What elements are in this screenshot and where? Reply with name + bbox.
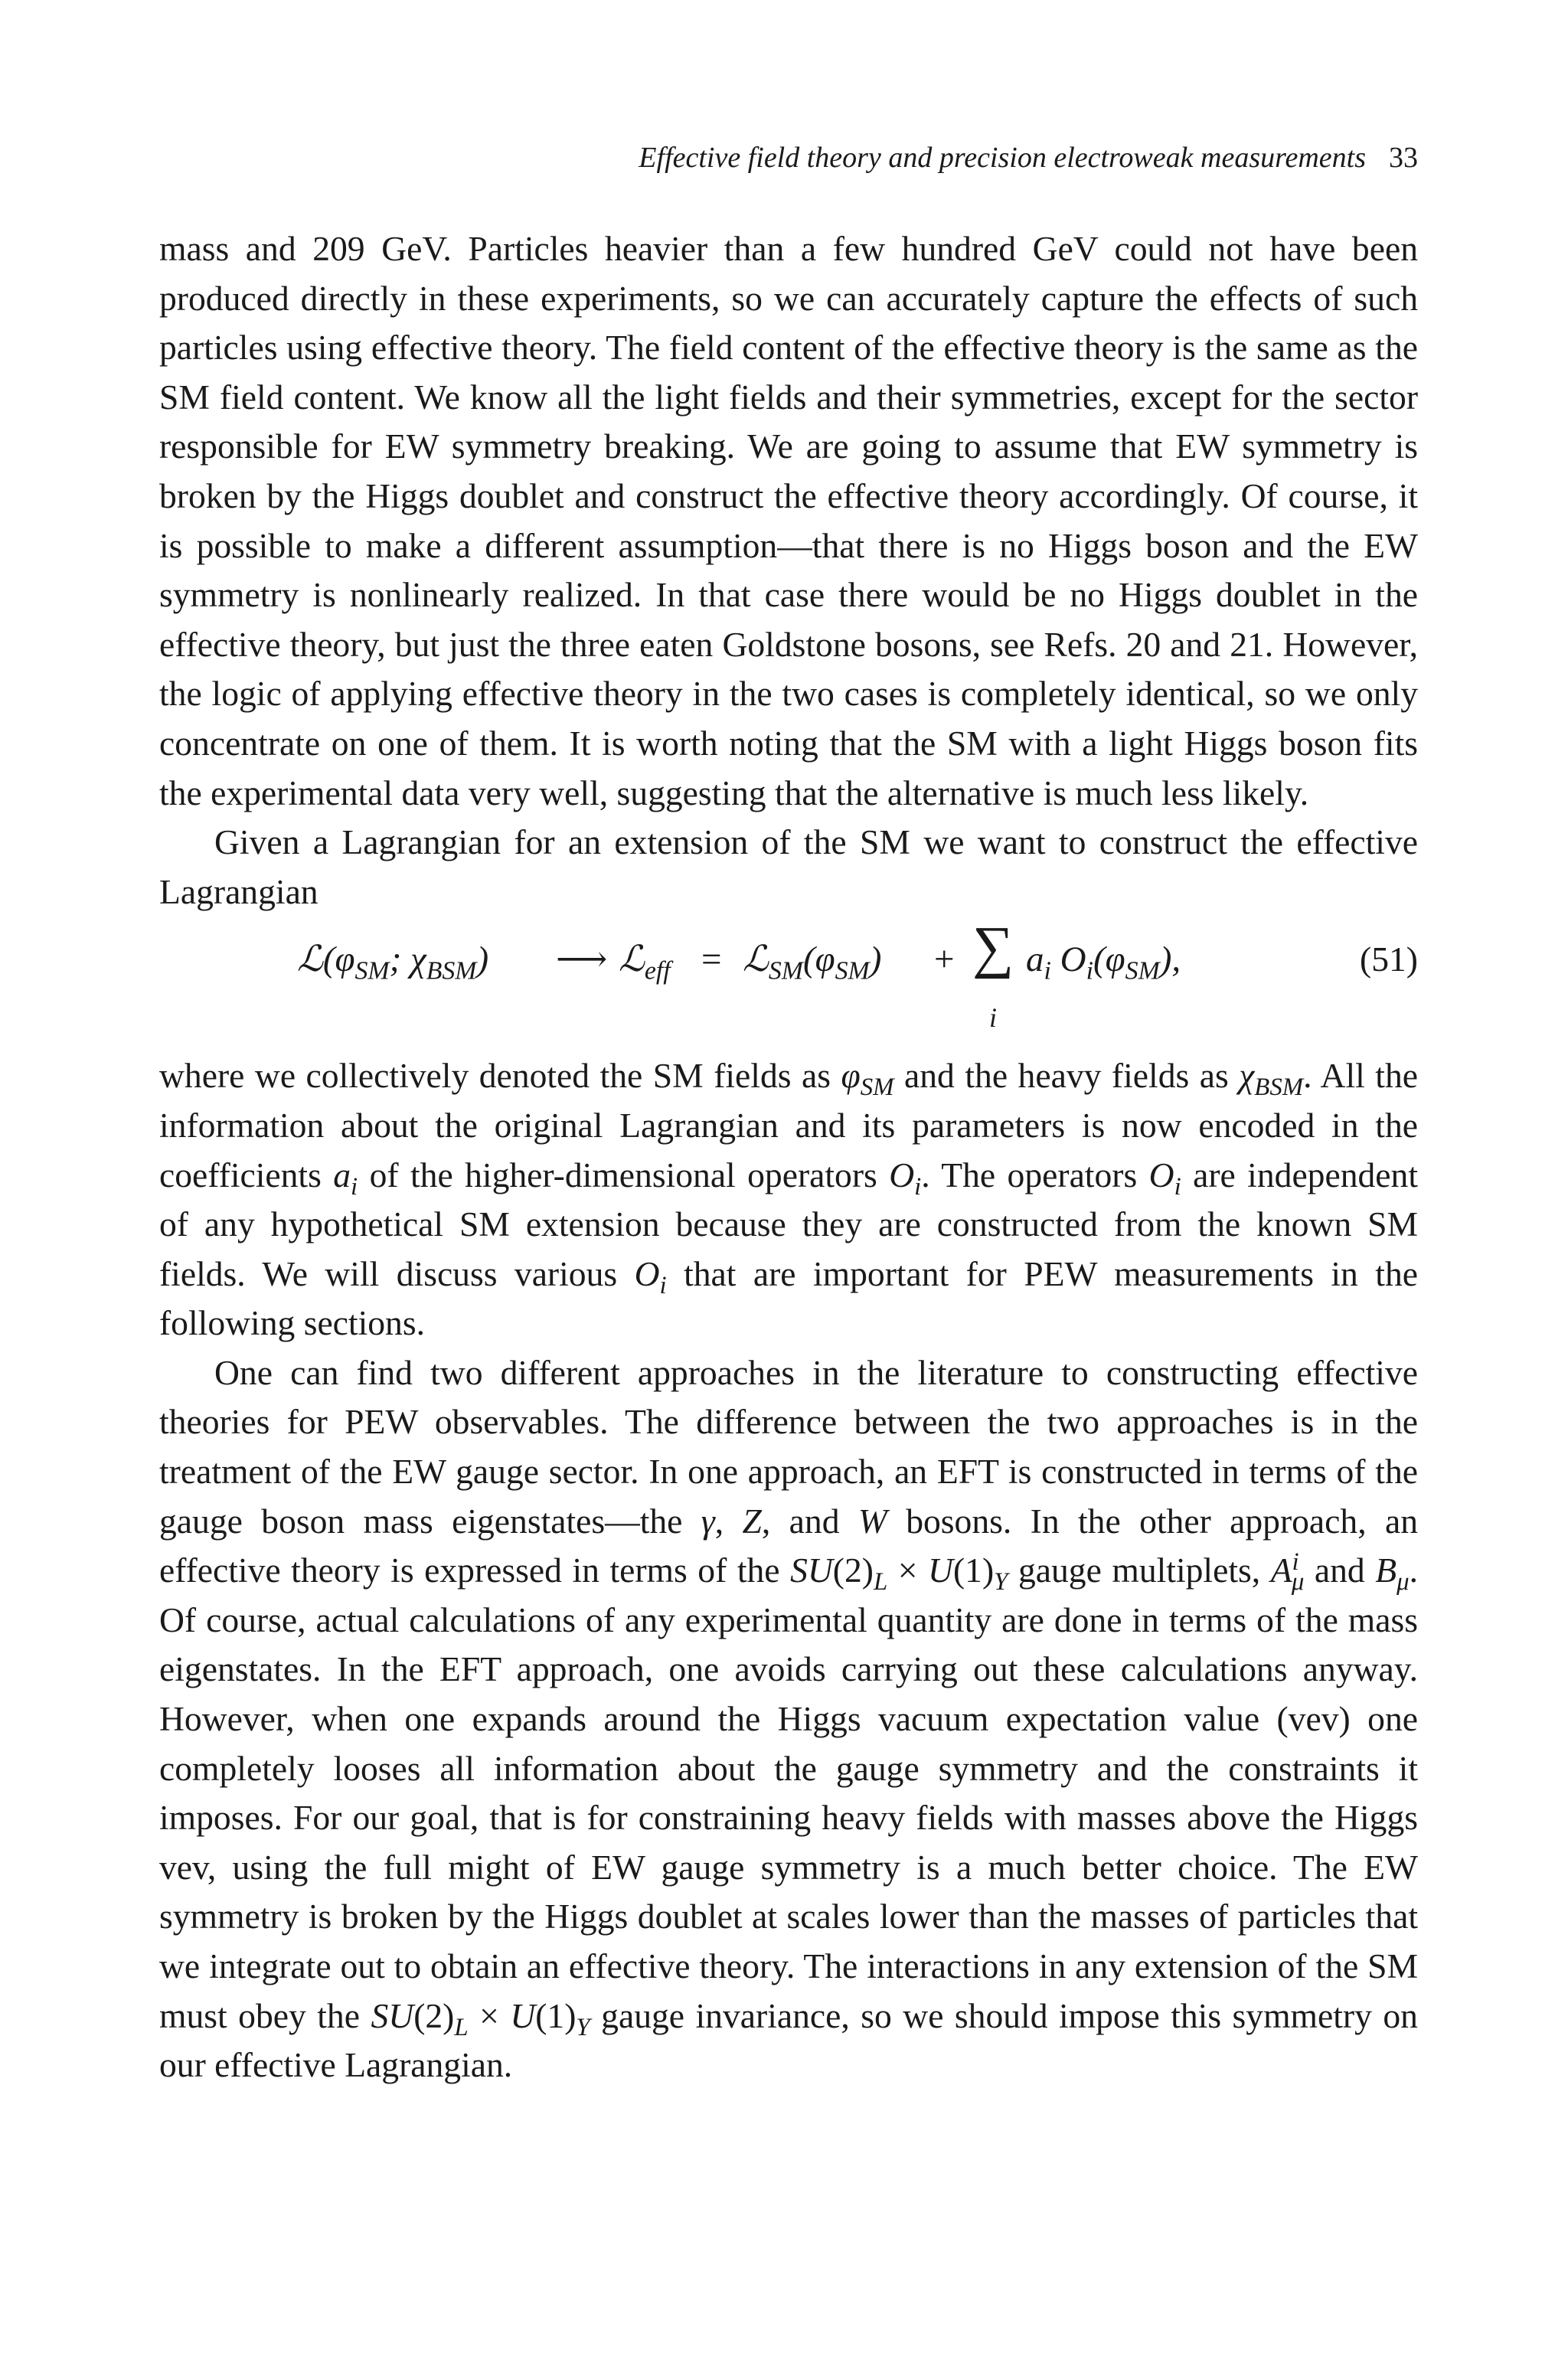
o-glyph: O	[889, 1155, 915, 1194]
two-glyph: (2)	[832, 1551, 874, 1590]
one-glyph: (1)	[952, 1551, 995, 1590]
p3-text-2: and the heavy fields as	[893, 1056, 1240, 1096]
p4-text-5: gauge multiplets,	[1008, 1551, 1271, 1590]
o-sub: i	[1174, 1172, 1181, 1201]
su-glyph: SU	[790, 1551, 833, 1590]
p3-text-7: that are important for PEW measurements in the following sections.	[159, 1253, 1418, 1343]
operator-symbol	[889, 1155, 922, 1201]
two-glyph: (2)	[413, 1995, 455, 2035]
sm-arg: (φ	[802, 940, 835, 980]
u-glyph: U	[510, 1995, 536, 2035]
p3-text-5: . The operators	[921, 1155, 1149, 1194]
chi-bsm-symbol	[1239, 1056, 1304, 1102]
p3-text-4: of the higher-dimensional operators	[358, 1155, 890, 1194]
o-sub: i	[914, 1172, 922, 1201]
equation-plus: +	[934, 940, 955, 980]
p4-text-2: ,	[714, 1501, 743, 1541]
z-symbol: Z	[742, 1501, 762, 1541]
op-arg-close: ),	[1159, 940, 1181, 980]
paragraph-4	[159, 1348, 1418, 2090]
su-glyph: SU	[371, 1995, 414, 2035]
sm-l: ℒ	[743, 940, 769, 980]
b-glyph: B	[1375, 1551, 1397, 1590]
y-sub: Y	[576, 2013, 590, 2041]
gauge-group-symbol	[371, 1995, 590, 2041]
a-sub: i	[351, 1172, 358, 1201]
paragraph-3	[159, 1051, 1418, 1348]
gamma-symbol: γ	[701, 1501, 715, 1541]
a-glyph: a	[333, 1155, 351, 1194]
running-title: Effective field theory and precision electroweak measurements	[639, 142, 1366, 174]
a-mu-sub: μ	[1291, 1568, 1305, 1596]
y-sub: Y	[994, 1568, 1008, 1596]
paragraph-1: mass and 209 GeV. Particles heavier than a few hundred GeV could not have been produced directly in these experiments, so we can accurately capture the effects of such particles using effective theory. The field content of the effective theory is the same as the SM field content. We know all the light fields and their symmetries, except for the sector responsible for EW symmetry breaking. We are going to assume that EW symmetry is broken by the Higgs doublet and construct the effective theory accordingly. Of course, it is possible to make a different assumption—that there is no Higgs boson and the EW symmetry is nonlinearly realized. In that case there would be no Higgs doublet in the effective theory, but just the three eaten Goldstone bosons, see Refs. 20 and 21. However, the logic of applying effective theory in the two cases is completely identical, so we only concentrate on one of them. It is worth noting that the SM with a light Higgs boson fits the experimental data very well, suggesting that the alternative is much less likely.	[159, 229, 1418, 812]
equation-equals: =	[701, 940, 722, 980]
sm-arg-close: )	[869, 940, 882, 980]
equation-arrow: ⟶	[556, 940, 608, 980]
lhs-sub-bsm: BSM	[426, 956, 477, 985]
equation-operator-term	[1026, 935, 1181, 985]
p4-text-4: bosons. In the other approach, an effective theory is expressed in terms of the	[159, 1501, 1419, 1590]
op-arg: (φ	[1093, 940, 1125, 980]
o-sub: i	[659, 1271, 667, 1299]
a-mu-symbol	[1270, 1548, 1305, 1596]
page-number: 33	[1389, 142, 1418, 174]
sum-index: i	[989, 1002, 998, 1034]
phi-glyph: φ	[841, 1056, 861, 1096]
equation-sm-term	[743, 935, 881, 985]
chi-sub: BSM	[1254, 1074, 1304, 1102]
gauge-group-symbol	[790, 1551, 1008, 1596]
o-glyph: O	[634, 1253, 660, 1293]
p4-text-1: One can find two different approaches in the literature to constructing effective theories for PEW observables. The difference between the two approaches is in the treatment of the EW gauge sector. In one approach, an EFT is constructed in terms of the gauge boson mass eigenstates—the	[159, 1352, 1418, 1541]
p3-text-6: are independent of any hypothetical SM extension because they are constructed from the known SM fields. We will discuss various	[159, 1155, 1419, 1293]
o-glyph: O	[1148, 1155, 1174, 1194]
times-glyph: ×	[887, 1551, 929, 1590]
p4-text-8: gauge invariance, so we should impose this symmetry on our effective Lagrangian.	[159, 1995, 1418, 2085]
sm-arg-sub: SM	[835, 956, 870, 985]
equation-lhs	[297, 935, 488, 985]
p4-text-6: and	[1304, 1551, 1376, 1590]
chi-glyph: χ	[1239, 1056, 1255, 1096]
operator-symbol	[634, 1253, 667, 1299]
lhs-l: ℒ(φ	[297, 940, 355, 980]
running-header	[159, 139, 1418, 176]
lhs-sep: ; χ	[389, 940, 426, 980]
w-symbol: W	[858, 1501, 887, 1541]
operator-symbol	[1148, 1155, 1181, 1201]
b-mu-sub: μ	[1396, 1568, 1410, 1596]
phi-sm-symbol	[841, 1056, 894, 1102]
sm-l-sub: SM	[768, 956, 803, 985]
coefficient-symbol	[333, 1155, 358, 1201]
equation-51	[159, 915, 1418, 1051]
eff-l: ℒ	[619, 940, 645, 980]
l-sub: L	[873, 1568, 888, 1596]
op-arg-sub: SM	[1125, 956, 1160, 985]
l-sub: L	[454, 2013, 469, 2041]
body-text	[159, 224, 1418, 2090]
op-o: O	[1060, 940, 1086, 980]
eff-sub: eff	[644, 956, 671, 985]
p4-text-3: , and	[761, 1501, 858, 1541]
a-mu-sup: i	[1292, 1548, 1299, 1577]
sum-symbol: ∑	[972, 915, 1014, 980]
b-mu-symbol	[1375, 1551, 1410, 1596]
p3-text-3: . All the information about the original Lagrangian and its parameters is now encoded in the coefficients	[159, 1056, 1418, 1194]
p3-text-1: where we collectively denoted the SM fields as	[159, 1056, 841, 1096]
paragraph-2: Given a Lagrangian for an extension of the SM we want to construct the effective Lagrangian	[159, 822, 1418, 911]
times-glyph: ×	[468, 1995, 511, 2035]
equation-number: (51)	[1360, 940, 1418, 979]
u-glyph: U	[928, 1551, 953, 1590]
lhs-close: )	[476, 940, 489, 980]
a-cap-glyph: A	[1270, 1551, 1292, 1590]
p4-text-7: . Of course, actual calculations of any experimental quantity are done in terms of the mass eigenstates. In the EFT approach, one avoids carrying out these calculations anyway. However, when one expands around the Higgs vacuum expectation value (vev) one completely looses all information about the gauge symmetry and the constraints it imposes. For our goal, that is for constraining heavy fields with masses above the Higgs vev, using the full might of EW gauge symmetry is a much better choice. The EW symmetry is broken by the Higgs doublet at scales lower than the masses of particles that we integrate out to obtain an effective theory. The interactions in any extension of the SM must obey the	[159, 1551, 1418, 2035]
one-glyph: (1)	[535, 1995, 577, 2035]
equation-eff	[619, 935, 671, 985]
phi-sub: SM	[860, 1074, 894, 1102]
coef-a-sub: i	[1044, 956, 1051, 985]
op-o-sub: i	[1086, 956, 1094, 985]
coef-a: a	[1026, 940, 1044, 980]
lhs-sub-sm: SM	[354, 956, 390, 985]
